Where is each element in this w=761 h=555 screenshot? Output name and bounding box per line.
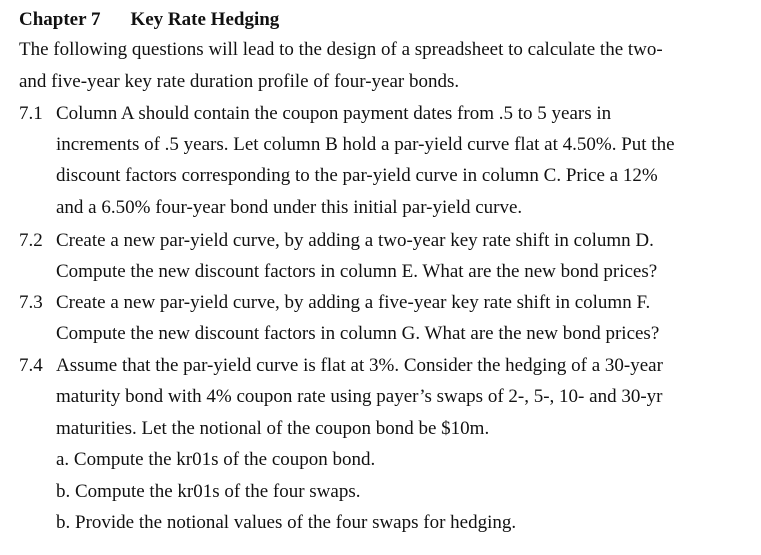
question-7-4-part-b: b. Compute the kr01s of the four swaps. (56, 481, 361, 502)
question-7-4-part-a: a. Compute the kr01s of the coupon bond. (56, 449, 376, 470)
intro-line-1: The following questions will lead to the design of a spreadsheet to calculate the two- (19, 39, 663, 60)
question-number-7-3: 7.3 (19, 292, 43, 313)
question-7-1-line-4: and a 6.50% four-year bond under this initial par-yield curve. (56, 197, 523, 218)
intro-line-2: and five-year key rate duration profile of four-year bonds. (19, 71, 460, 92)
question-7-1-line-1: Column A should contain the coupon payment dates from .5 to 5 years in (56, 103, 612, 124)
question-7-4-line-1: Assume that the par-yield curve is flat at 3%. Consider the hedging of a 30-year (56, 355, 663, 376)
question-7-1-line-3: discount factors corresponding to the par-yield curve in column C. Price a 12% (56, 165, 658, 186)
chapter-heading (19, 9, 279, 31)
question-7-4-line-2: maturity bond with 4% coupon rate using payer’s swaps of 2-, 5-, 10- and 30-yr (56, 386, 663, 407)
question-7-1-line-2: increments of .5 years. Let column B hold a par-yield curve flat at 4.50%. Put the (56, 134, 675, 155)
question-7-2-line-2: Compute the new discount factors in column E. What are the new bond prices? (56, 261, 658, 282)
question-number-7-2: 7.2 (19, 230, 43, 251)
chapter-title: Key Rate Hedging (130, 9, 280, 30)
question-7-2-line-1: Create a new par-yield curve, by adding a two-year key rate shift in column D. (56, 230, 654, 251)
question-number-7-4: 7.4 (19, 355, 43, 376)
question-number-7-1: 7.1 (19, 103, 43, 124)
question-7-3-line-2: Compute the new discount factors in column G. What are the new bond prices? (56, 323, 660, 344)
question-7-4-part-b2: b. Provide the notional values of the four swaps for hedging. (56, 512, 517, 533)
question-7-4-line-3: maturities. Let the notional of the coupon bond be $10m. (56, 418, 490, 439)
chapter-label: Chapter 7 (19, 9, 101, 30)
question-7-3-line-1: Create a new par-yield curve, by adding a five-year key rate shift in column F. (56, 292, 651, 313)
